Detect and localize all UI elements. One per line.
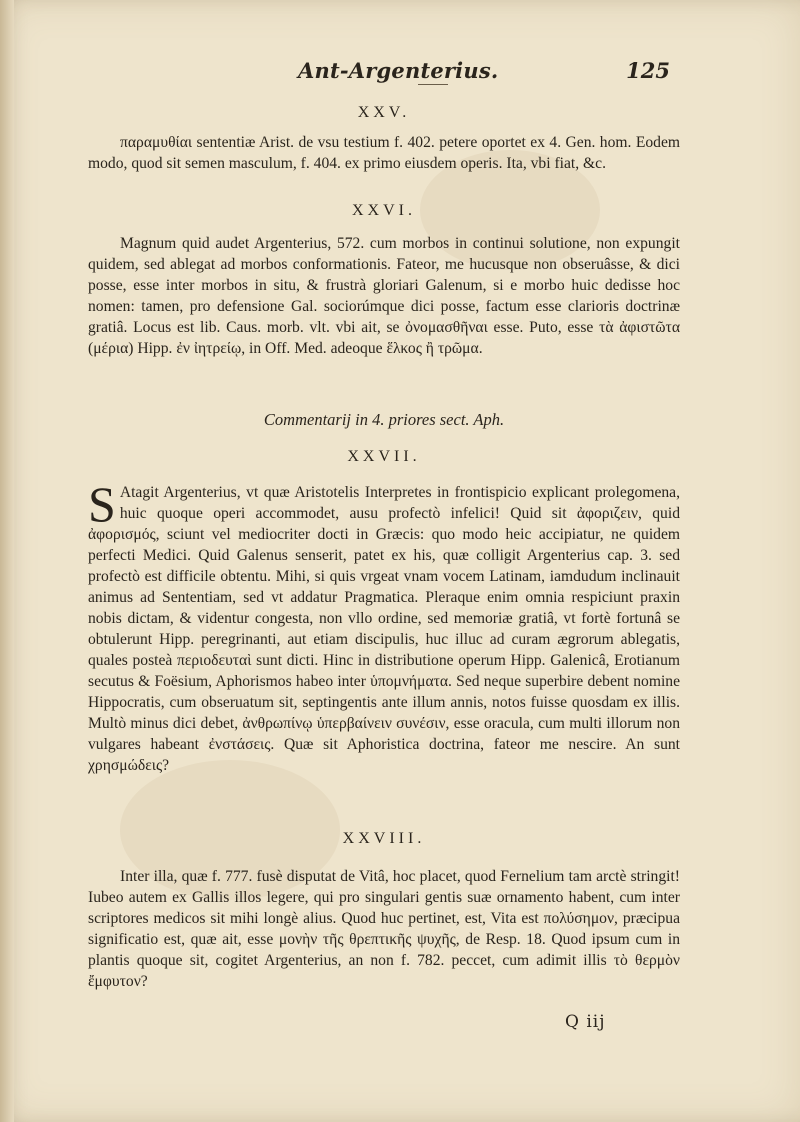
section-heading: XXVII. <box>347 448 421 465</box>
header-rule <box>418 84 448 85</box>
running-header <box>88 58 678 88</box>
section-paragraph: παραμυθίαι sententiæ Arist. de vsu testium f. 402. petere oportet ex 4. Gen. hom. Eodem modo, quod sit semen masculum, f. 404. ex primo eiusdem operis. Ita, vbi fiat, &c. <box>88 134 680 172</box>
section-paragraph: Magnum quid audet Argenterius, 572. cum morbos in continui solutione, non expungit quidem, sed ablegat ad morbos conformationis. Fateor, me hucusque non obseruâsse, & dici posse, esse inter morbos in situ, & frustrà gloriari Galenum, si e morbo huic dedisse hoc nomen: tamen, pro defensione Gal. sociorúmque dici posse, factum esse clarioris doctrinæ gratiâ. Locus est lib. Caus. morb. vlt. vbi ait, se ὀνομασθῆναι esse. Puto, esse τὰ ἀφιστῶτα (μέρια) Hipp. ἐν ἰητρείῳ, in Off. Med. adeoque ἕλκος ἢ τρῶμα. <box>88 235 680 357</box>
drop-cap: S <box>88 476 116 532</box>
section-heading: XXV. <box>357 104 411 121</box>
section-heading: XXVI. <box>352 202 416 219</box>
section-xxvii <box>88 410 680 776</box>
signature-mark: Q iij <box>565 1012 606 1032</box>
section-paragraph: Inter illa, quæ f. 777. fusè disputat de Vitâ, hoc placet, quod Fernelium tam arctè stringit! Iubeo autem ex Gallis illos legere, qui pro singulari gentis suæ ornamento habent, cum inter scriptores medicos sit mihi longè alius. Quod huc pertinet, est, Vita est πολύσημον, præcipua significatio est, quæ ait, esse μονὴν τῆς θρεπτικῆς ψυχῆς, de Resp. 18. Quod ipsum cum in plantis quoque sit, cogitet Argenterius, an non f. 782. peccet, cum adimit illis τὸ θερμὸν ἔμφυτον? <box>88 868 680 990</box>
page-number: 125 <box>626 58 670 83</box>
commentary-heading: Commentarij in 4. priores sect. Aph. <box>263 410 505 429</box>
section-paragraph <box>88 476 680 776</box>
paragraph-text: Atagit Argenterius, vt quæ Aristotelis Interpretes in frontispicio explicant prolegomena, huic quoque operi accommodet, ausu profectò infelici! Quid sit ἀφοριζειν, quid ἀφορισμός, sciunt vel mediocriter docti in Græcis: quo modo heic accipiatur, ne quidem perfecti Medici. Quid Galenus senserit, patet ex his, quæ colligit Argenterius cap. 3. sed profectò est difficile obtentu. Mihi, si quis vrgeat vnam vocem Latinam, iamdudum inclinauit animus ad Sententiam, sed vt addatur Pragmatica. Pleraque enim omnia respiciunt praxin nobis dictam, & videntur congesta, non vllo ordine, sed memoriæ gratiâ, vt fortè fortunâ se obtulerunt Hipp. peregrinanti, aut etiam discipulis, huc illuc ad curam ægrorum ablegatis, quales posteà περιοδευταὶ sunt dicti. Hinc in distributione operum Hipp. Galenicâ, Erotianum secutus & Foësium, Aphorismos habeo inter ὑπομνήματα. Sed neque superbire debent nomine Hippocratis, cum obseruatum sit, septingentis ante illum annis, notos fuisse quosdam ex illis. Multò minus dici debet, ἀνθρωπίνῳ ὑπερβαίνειν συνέσιν, esse oracula, cum multi illorum non vulgares habeant ἐνστάσεις. Quæ sit Aphoristica doctrina, fateor me nescire. An sunt χρησμώδεις? <box>88 484 680 774</box>
section-xxv <box>88 104 680 174</box>
page-gutter <box>0 0 14 1122</box>
section-heading: XXVIII. <box>342 830 426 847</box>
running-title: Ant-Argenterius. <box>298 58 499 83</box>
section-xxvi <box>88 202 680 359</box>
section-xxviii <box>88 830 680 992</box>
